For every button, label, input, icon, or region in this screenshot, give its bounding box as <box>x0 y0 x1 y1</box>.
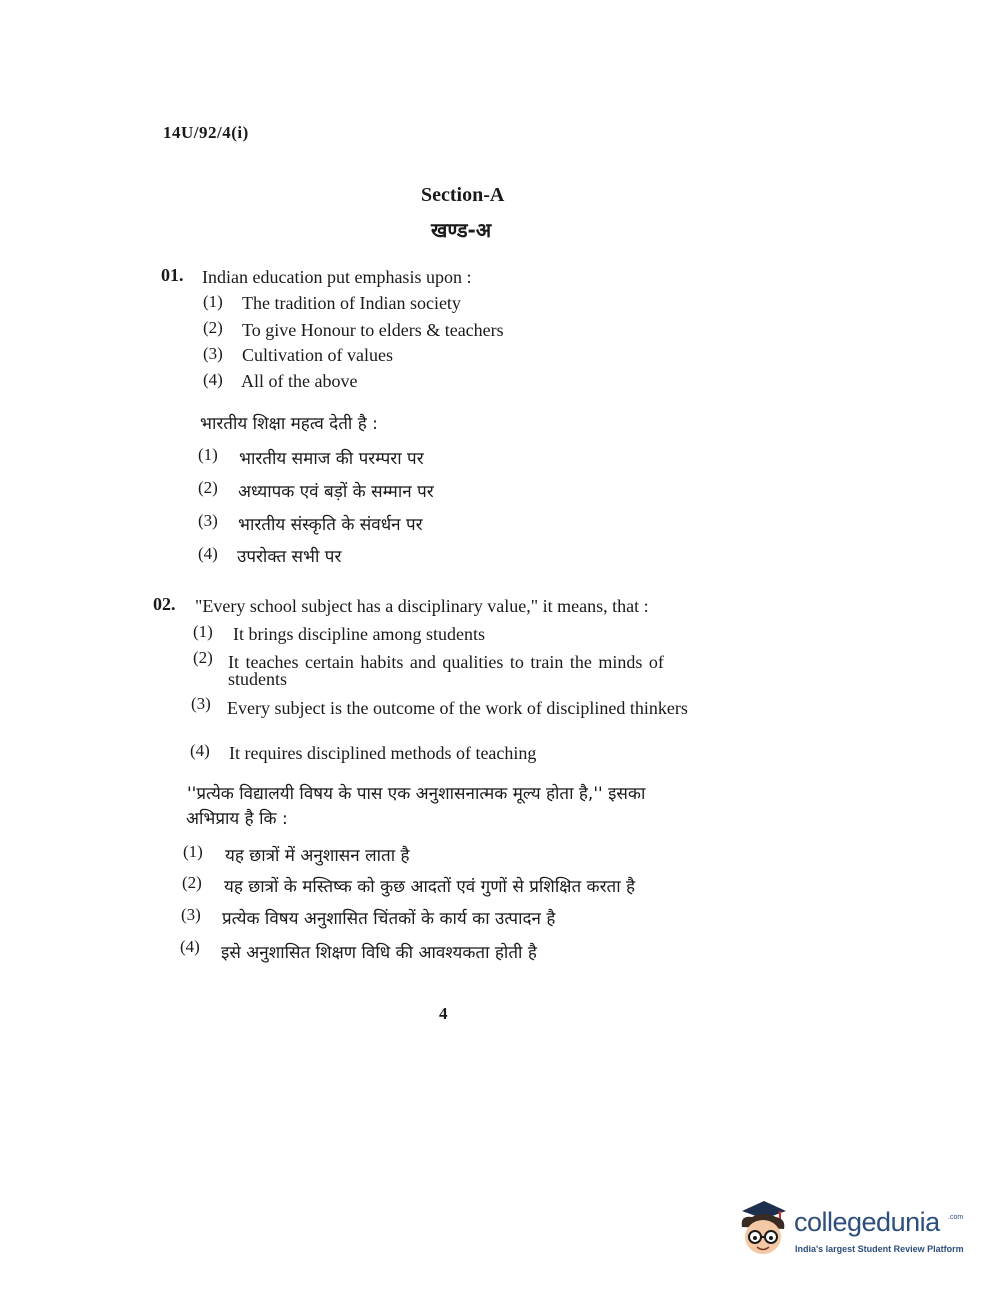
page-number: 4 <box>439 1004 448 1023</box>
option-text: Cultivation of values <box>242 345 393 365</box>
question-stem-hi: भारतीय शिक्षा महत्व देती है : <box>200 414 378 434</box>
question-stem-en: Indian education put emphasis upon : <box>202 267 472 287</box>
option-text: यह छात्रों में अनुशासन लाता है <box>225 846 410 866</box>
option-text: यह छात्रों के मस्तिष्क को कुछ आदतों एवं गुणों से प्रशिक्षित करता है <box>224 877 636 897</box>
option-number: (3) <box>198 511 218 530</box>
option-number: (3) <box>203 344 223 363</box>
option-text: भारतीय संस्कृति के संवर्धन पर <box>238 515 423 535</box>
collegedunia-logo <box>734 1197 964 1272</box>
option-text: It requires disciplined methods of teaching <box>229 743 537 763</box>
question-stem-en: "Every school subject has a disciplinary value," it means, that : <box>195 596 649 616</box>
question-number: 02. <box>153 594 176 614</box>
section-title-en: Section-A <box>421 184 505 206</box>
option-text: Every subject is the outcome of the work of disciplined thinkers <box>227 698 688 718</box>
option-number: (4) <box>190 741 210 760</box>
option-number: (1) <box>198 445 218 464</box>
option-number: (1) <box>183 842 203 861</box>
option-number: (2) <box>203 318 223 337</box>
logo-suffix: .com <box>948 1214 964 1221</box>
logo-tagline: India's largest Student Review Platform <box>795 1244 964 1254</box>
option-text: To give Honour to elders & teachers <box>242 320 504 340</box>
option-number: (4) <box>180 937 200 956</box>
option-text: उपरोक्त सभी पर <box>237 547 342 567</box>
mascot-icon <box>734 1197 792 1263</box>
option-number: (4) <box>198 544 218 563</box>
option-number: (1) <box>203 292 223 311</box>
option-number: (1) <box>193 622 213 641</box>
option-text: इसे अनुशासित शिक्षण विधि की आवश्यकता होती है <box>221 943 537 963</box>
option-text: It brings discipline among students <box>233 624 485 644</box>
option-number: (2) <box>193 648 213 667</box>
question-number: 01. <box>161 265 184 285</box>
option-number: (2) <box>182 873 202 892</box>
question-stem-hi: ''प्रत्येक विद्यालयी विषय के पास एक अनुशासनात्मक मूल्य होता है,'' इसका <box>187 784 646 804</box>
section-title-hi: खण्ड-अ <box>431 218 492 242</box>
option-text-continued: students <box>228 669 288 689</box>
option-text: अध्यापक एवं बड़ों के सम्मान पर <box>238 482 434 502</box>
option-number: (3) <box>181 905 201 924</box>
option-number: (2) <box>198 478 218 497</box>
paper-code: 14U/92/4(i) <box>163 123 249 142</box>
option-text: The tradition of Indian society <box>242 293 461 313</box>
option-text: प्रत्येक विषय अनुशासित चिंतकों के कार्य का उत्पादन है <box>222 909 556 929</box>
logo-wordmark: collegedunia <box>794 1207 940 1237</box>
option-number: (3) <box>191 694 211 713</box>
option-text: भारतीय समाज की परम्परा पर <box>239 449 424 469</box>
option-text: All of the above <box>241 371 358 391</box>
option-number: (4) <box>203 370 223 389</box>
question-stem-hi-continued: अभिप्राय है कि : <box>186 809 288 829</box>
option-text: It teaches certain habits and qualities to train the minds of <box>228 652 664 672</box>
